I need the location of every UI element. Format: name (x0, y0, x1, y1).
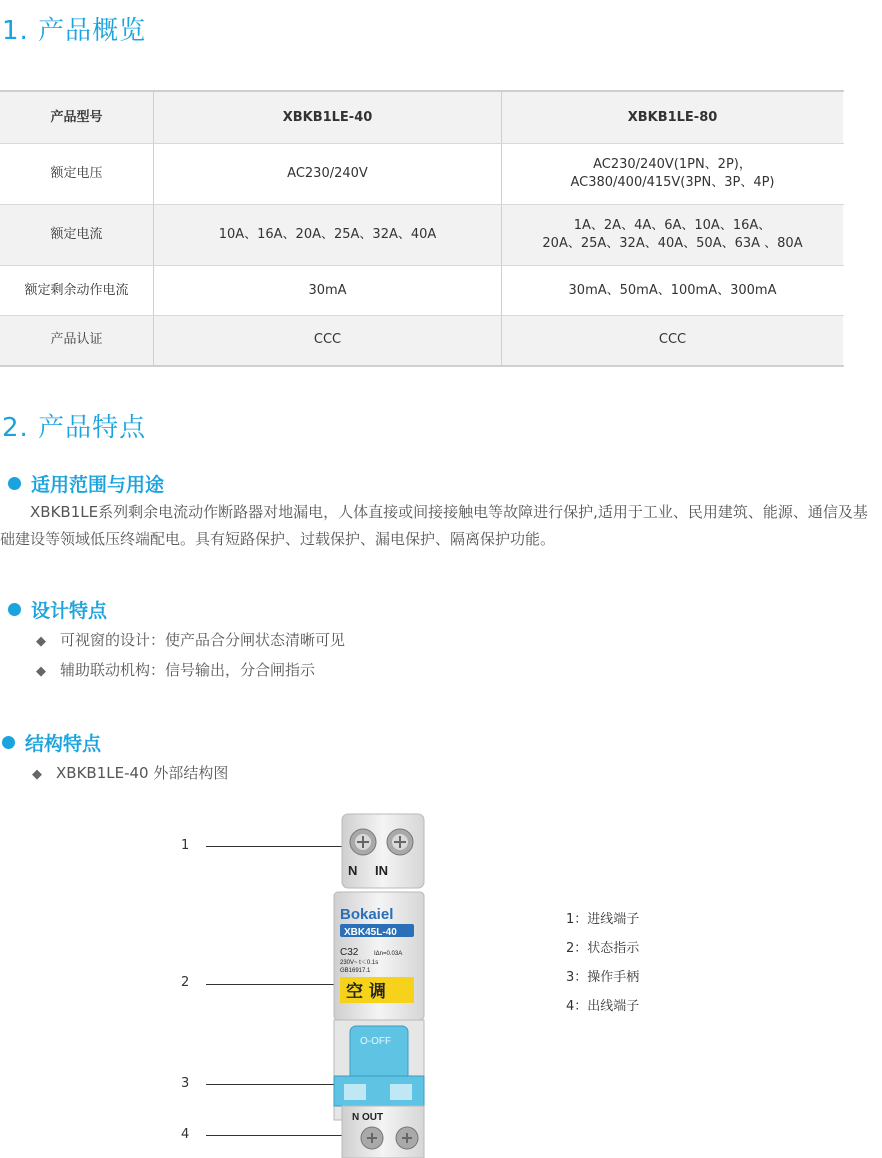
table-header-row (0, 91, 844, 144)
cell-value: AC230/240V (154, 144, 502, 205)
diamond-icon: ◆ (32, 767, 42, 782)
bullet-dot-icon (8, 477, 21, 490)
cell-value: 10A、16A、20A、25A、32A、40A (154, 205, 502, 266)
spec-table (0, 90, 844, 367)
list-item (32, 762, 228, 783)
brand-logo: Bokaiel (340, 906, 394, 923)
list-item (36, 659, 315, 680)
section-title-overview: 1. 产品概览 (2, 16, 147, 46)
legend-item: 1：进线端子 (566, 912, 640, 927)
rating-label: C32 (340, 947, 359, 958)
legend-item: 2：状态指示 (566, 941, 640, 956)
legend-item: 3：操作手柄 (566, 970, 640, 985)
cell-line: 20A、25A、32A、40A、50A、63A 、80A (542, 236, 803, 251)
callout-number: 2 (181, 975, 190, 990)
diamond-icon: ◆ (36, 664, 46, 679)
model-label: XBK45L-40 (344, 927, 397, 938)
table-header-cell: XBKB1LE-80 (502, 91, 844, 144)
legend-item: 4：出线端子 (566, 999, 640, 1014)
subheading-design (8, 596, 107, 623)
list-item-text: 辅助联动机构：信号输出，分合闸指示 (60, 661, 316, 679)
row-label: 额定电压 (0, 144, 154, 205)
callout-number: 3 (181, 1076, 190, 1091)
subheading-text: 适用范围与用途 (31, 474, 165, 496)
spec-label: 230V~ t＜0.1s (340, 960, 379, 966)
subheading-usage (8, 470, 164, 497)
list-item-text: XBKB1LE-40 外部结构图 (56, 764, 229, 782)
cell-value: 30mA (154, 266, 502, 316)
callout-number: 4 (181, 1127, 190, 1142)
bullet-dot-icon (2, 736, 15, 749)
terminal-label-n: N (348, 863, 358, 878)
spec-label: IΔn=0.03A (374, 951, 403, 957)
circuit-tag-label: 空 调 (346, 982, 386, 1002)
usage-paragraph: XBKB1LE系列剩余电流动作断路器对地漏电，人体直接或间接接触电等故障进行保护,适用于工业、民用建筑、能源、通信及基础建设等领域低压终端配电。具有短路保护、过载保护、漏电保护、隔离保护功能。 (0, 503, 868, 548)
section-title-features: 2. 产品特点 (2, 413, 147, 443)
bullet-dot-icon (8, 603, 21, 616)
list-item (36, 629, 345, 650)
cell-line: 1A、2A、4A、6A、10A、16A、 (573, 218, 772, 233)
subheading-structure (2, 729, 101, 756)
cell-value: CCC (502, 316, 844, 366)
table-row (0, 266, 844, 316)
cell-value: 30mA、50mA、100mA、300mA (502, 266, 844, 316)
standard-label: GB16917.1 (340, 968, 371, 974)
table-row (0, 205, 844, 266)
breaker-device-illustration (330, 812, 430, 1158)
cell-line: AC230/240V(1PN、2P)， (593, 157, 752, 172)
row-label: 额定剩余动作电流 (0, 266, 154, 316)
callout-number: 1 (181, 838, 190, 853)
diamond-icon: ◆ (36, 634, 46, 649)
cell-line: AC380/400/415V(3PN、3P、4P) (570, 175, 775, 190)
cell-value (502, 144, 844, 205)
table-header-cell: 产品型号 (0, 91, 154, 144)
subheading-text: 设计特点 (31, 600, 108, 622)
cell-value (502, 205, 844, 266)
switch-state-label: O-OFF (360, 1036, 392, 1047)
list-item-text: 可视窗的设计：使产品合分闸状态清晰可见 (60, 631, 346, 649)
row-label: 额定电流 (0, 205, 154, 266)
table-row (0, 144, 844, 205)
subheading-text: 结构特点 (25, 733, 102, 755)
table-row (0, 316, 844, 366)
table-header-cell: XBKB1LE-40 (154, 91, 502, 144)
terminal-label-in: IN (375, 863, 388, 878)
terminal-label-out: N OUT (352, 1112, 384, 1123)
row-label: 产品认证 (0, 316, 154, 366)
cell-value: CCC (154, 316, 502, 366)
